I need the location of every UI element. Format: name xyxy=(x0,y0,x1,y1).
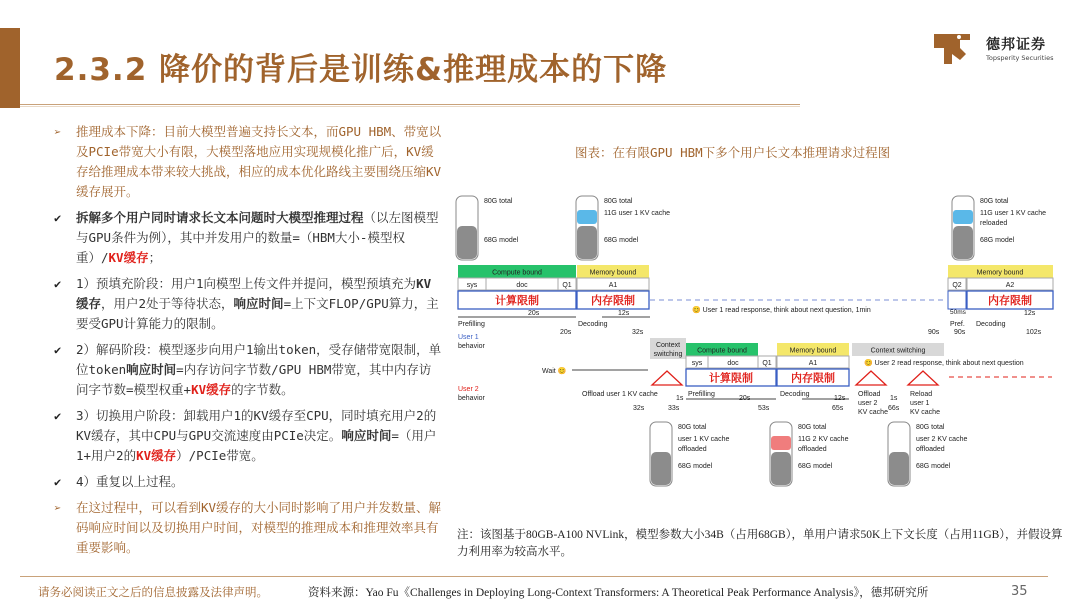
time-20s-b: 20s xyxy=(560,329,572,336)
checkmark-icon: ✔ xyxy=(54,343,62,357)
prefilling-label-2: Prefilling xyxy=(688,391,715,398)
time-53s: 53s xyxy=(758,405,770,412)
prefilling-label: Prefilling xyxy=(458,321,485,328)
context-switching-label-2: switching xyxy=(653,351,683,358)
gpu-memory-label: reloaded xyxy=(980,220,1008,227)
user2-read-label: 😊 User 2 read response, think about next question xyxy=(864,360,1024,367)
gpu-memory-label: 68G model xyxy=(798,463,833,470)
kv-cache-block xyxy=(771,436,791,450)
model-weight-block xyxy=(889,452,909,485)
bullet-text: ）/PCIe带宽。 xyxy=(176,448,264,463)
memory-bound-label: Memory bound xyxy=(589,269,637,277)
gpu-memory-label: 11G user 1 KV cache xyxy=(604,210,671,217)
checkmark-icon: ✔ xyxy=(54,211,62,225)
bullet-text: =上下文FLOP/GPU算力，主要受GPU计算能力的限制。 xyxy=(76,296,439,331)
gpu-memory-label: 80G total xyxy=(916,424,945,431)
gpu-memory-label: 68G model xyxy=(484,237,519,244)
bullet-text: KV缓存 xyxy=(108,250,149,265)
a2-label: A2 xyxy=(1005,282,1015,289)
wait-label: Wait 😊 xyxy=(542,368,567,375)
a1-label: A1 xyxy=(608,282,618,289)
time-1s: 1s xyxy=(676,395,684,402)
memory-limit-label: 内存限制 xyxy=(591,295,635,307)
checkmark-icon: ✔ xyxy=(54,277,62,291)
reload-user1-label-2: user 1 xyxy=(910,400,930,407)
reload-user1-label-3: KV cache xyxy=(910,409,940,416)
gpu-memory-label: 11G 2 KV cache xyxy=(798,436,849,443)
bullet-text: 响应时间 xyxy=(126,362,177,377)
footer-divider xyxy=(20,576,1048,577)
time-32s: 32s xyxy=(632,329,644,336)
bullet-text: （以左图模型与GPU条件为例），其中并发用户的数量=（HBM大小-模型权重）/ xyxy=(76,210,439,265)
reload-user1-label: Reload xyxy=(910,391,933,398)
bullet-text: 在这过程中，可以看到KV缓存的大小同时影响了用户并发数量、解码响应时间以及切换用户时间，对模型的推理成本和推理效率具有重要影响。 xyxy=(76,500,442,555)
switch-triangle-2 xyxy=(856,371,886,385)
user1-label: User 1 xyxy=(458,334,479,341)
bullet-item xyxy=(50,498,442,558)
time-33s: 33s xyxy=(668,405,680,412)
time-20s: 20s xyxy=(528,310,540,317)
gpu-memory-label: offloaded xyxy=(916,446,945,453)
figure-title: 图表：在有限GPU HBM下多个用户长文本推理请求过程图 xyxy=(575,145,891,160)
time-20s-c: 20s xyxy=(739,395,751,402)
model-weight-block xyxy=(953,226,973,259)
gpu-memory-label: 68G model xyxy=(916,463,951,470)
footer-source: 资料来源：Yao Fu《Challenges in Deploying Long-Context Transformers: A Theoretical Peak Performance Analysis》，德邦研究所 xyxy=(308,587,929,599)
switch-triangle-3 xyxy=(908,371,938,385)
triangle-bullet-icon: ➢ xyxy=(54,501,62,515)
bullet-item xyxy=(50,208,442,268)
inference-process-figure xyxy=(452,190,1057,535)
gpu-memory-label: user 2 KV cache xyxy=(916,436,968,443)
user1-behavior-label: behavior xyxy=(458,343,485,350)
doc-label: doc xyxy=(516,282,528,289)
logo-text-en: Topsperity Securities xyxy=(986,54,1054,62)
sys-label-2: sys xyxy=(691,360,703,367)
time-90s: 90s xyxy=(928,329,940,336)
user1-read-label: 😊 User 1 read response, think about next question, 1min xyxy=(692,307,871,314)
bullet-text: 1）预填充阶段：用户1向模型上传文件并提问，模型预填充为 xyxy=(76,276,417,291)
memory-bound-label-2: Memory bound xyxy=(976,269,1024,277)
time-66s: 66s xyxy=(888,405,900,412)
gpu-memory-label: 68G model xyxy=(980,237,1015,244)
offload-user2-label-2: user 2 xyxy=(858,400,878,407)
bullet-text: ，用户2处于等待状态， xyxy=(101,296,234,311)
inference-timeline-diagram xyxy=(452,190,1057,535)
title-divider xyxy=(20,104,800,105)
title-accent-bar xyxy=(0,28,20,108)
time-102s: 102s xyxy=(1026,329,1042,336)
gpu-memory-label: 80G total xyxy=(604,198,633,205)
bullet-text: 的字节数。 xyxy=(231,382,294,397)
time-1s-b: 1s xyxy=(890,395,898,402)
page-number: 35 xyxy=(1011,584,1028,599)
triangle-bullet-icon: ➢ xyxy=(54,125,62,139)
page-title: 2.3.2 降价的背后是训练&推理成本的下降 xyxy=(54,52,668,88)
compute-bound-label-2: Compute bound xyxy=(697,347,747,355)
memory-limit-label-3: 内存限制 xyxy=(791,372,835,385)
bullet-text: 4）重复以上过程。 xyxy=(76,474,184,489)
checkmark-icon: ✔ xyxy=(54,409,62,423)
logo-mark-icon xyxy=(930,28,974,70)
time-50ms: 50ms xyxy=(950,309,966,316)
q2-label: Q2 xyxy=(952,282,962,289)
gpu-memory-label: offloaded xyxy=(678,446,707,453)
bullet-text: KV缓存 xyxy=(76,276,432,311)
gpu-memory-label: 80G total xyxy=(484,198,513,205)
bullet-text: 响应时间 xyxy=(341,428,392,443)
gpu-memory-label: 11G user 1 KV cache xyxy=(980,210,1047,217)
checkmark-icon: ✔ xyxy=(54,475,62,489)
bullet-item xyxy=(50,406,442,466)
sys-label: sys xyxy=(466,282,478,289)
offload-user1-label: Offload user 1 KV cache xyxy=(582,391,658,398)
bullet-text: ； xyxy=(148,250,162,265)
time-32s-b: 32s xyxy=(633,405,645,412)
compute-limit-label-2: 计算限制 xyxy=(709,372,753,385)
bullet-text: 3）切换用户阶段：卸载用户1的KV缓存至CPU，同时填充用户2的KV缓存，其中CPU与GPU交流速度由PCIe决定。 xyxy=(76,408,437,443)
gpu-memory-label: 80G total xyxy=(798,424,827,431)
bullet-text: 拆解多个用户同时请求长文本问题时大模型推理过程 xyxy=(76,210,364,225)
footer-disclaimer: 请务必阅读正文之后的信息披露及法律声明。 xyxy=(38,585,268,599)
gpu-memory-label: 68G model xyxy=(678,463,713,470)
q1-label-2: Q1 xyxy=(762,360,772,367)
logo-text-cn: 德邦证券 xyxy=(986,37,1046,53)
gpu-memory-label: user 1 KV cache xyxy=(678,436,730,443)
kv-cache-block xyxy=(953,210,973,224)
bullet-text: KV缓存 xyxy=(191,382,232,397)
decoding-label: Decoding xyxy=(578,321,608,328)
model-weight-block xyxy=(457,226,477,259)
bullet-text: 2）解码阶段：模型逐步向用户1输出token，受存储带宽限制，单位token xyxy=(76,342,442,377)
doc-label-2: doc xyxy=(727,360,739,367)
bullet-text: =内存访问字节数/GPU HBM带宽，其中内存访问字节数=模型权重+ xyxy=(76,362,432,397)
model-weight-block xyxy=(651,452,671,485)
compute-bound-label: Compute bound xyxy=(492,269,542,277)
gpu-memory-label: 80G total xyxy=(980,198,1009,205)
bullet-text: =（用户1+用户2的 xyxy=(76,428,437,463)
gpu-memory-label: 68G model xyxy=(604,237,639,244)
decoding-label-3: Decoding xyxy=(780,391,810,398)
compute-limit-label: 计算限制 xyxy=(495,295,539,307)
user2-behavior-label: behavior xyxy=(458,395,485,402)
model-weight-block xyxy=(577,226,597,259)
title-divider-secondary xyxy=(20,106,800,107)
bullet-item xyxy=(50,122,442,202)
gpu-memory-label: 80G total xyxy=(678,424,707,431)
pref-label: Pref. xyxy=(950,321,965,328)
model-weight-block xyxy=(771,452,791,485)
kv-cache-block xyxy=(577,210,597,224)
time-12s-c: 12s xyxy=(834,395,846,402)
user2-label: User 2 xyxy=(458,386,479,393)
q1-label: Q1 xyxy=(562,282,572,289)
time-12s: 12s xyxy=(618,310,630,317)
switch-triangle-1 xyxy=(652,371,682,385)
memory-bound-label-3: Memory bound xyxy=(789,347,837,355)
time-90s-b: 90s xyxy=(954,329,966,336)
memory-limit-label-2: 内存限制 xyxy=(988,295,1032,307)
bullet-item xyxy=(50,472,442,492)
bullet-text: 响应时间 xyxy=(233,296,284,311)
context-switching-band-label: Context switching xyxy=(870,347,926,355)
bullet-item xyxy=(50,340,442,400)
company-logo xyxy=(930,26,1060,72)
offload-user2-label-3: KV cache xyxy=(858,409,888,416)
time-12s-b: 12s xyxy=(1024,310,1036,317)
bullet-list xyxy=(50,122,442,564)
bullet-text: KV缓存 xyxy=(136,448,177,463)
gpu-memory-label: offloaded xyxy=(798,446,827,453)
bullet-text: 推理成本下降：目前大模型普遍支持长文本，而GPU HBM、带宽以及PCIe带宽大小有限，大模型落地应用实现规模化推广后，KV缓存给推理成本带来较大挑战，相应的成本优化路线主要围绕压缩KV缓存展开。 xyxy=(76,124,442,199)
q2-box xyxy=(948,291,966,309)
time-65s: 65s xyxy=(832,405,844,412)
bullet-item xyxy=(50,274,442,334)
offload-user2-label: Offload xyxy=(858,391,881,398)
decoding-label-2: Decoding xyxy=(976,321,1006,328)
context-switching-label: Context xyxy=(655,342,681,349)
figure-note: 注：该图基于80GB-A100 NVLink，模型参数大小34B（占用68GB），单用户请求50K上下文长度（占用11GB），并假设算力利用率为较高水平。 xyxy=(457,529,1063,558)
a1-label-2: A1 xyxy=(808,360,818,367)
